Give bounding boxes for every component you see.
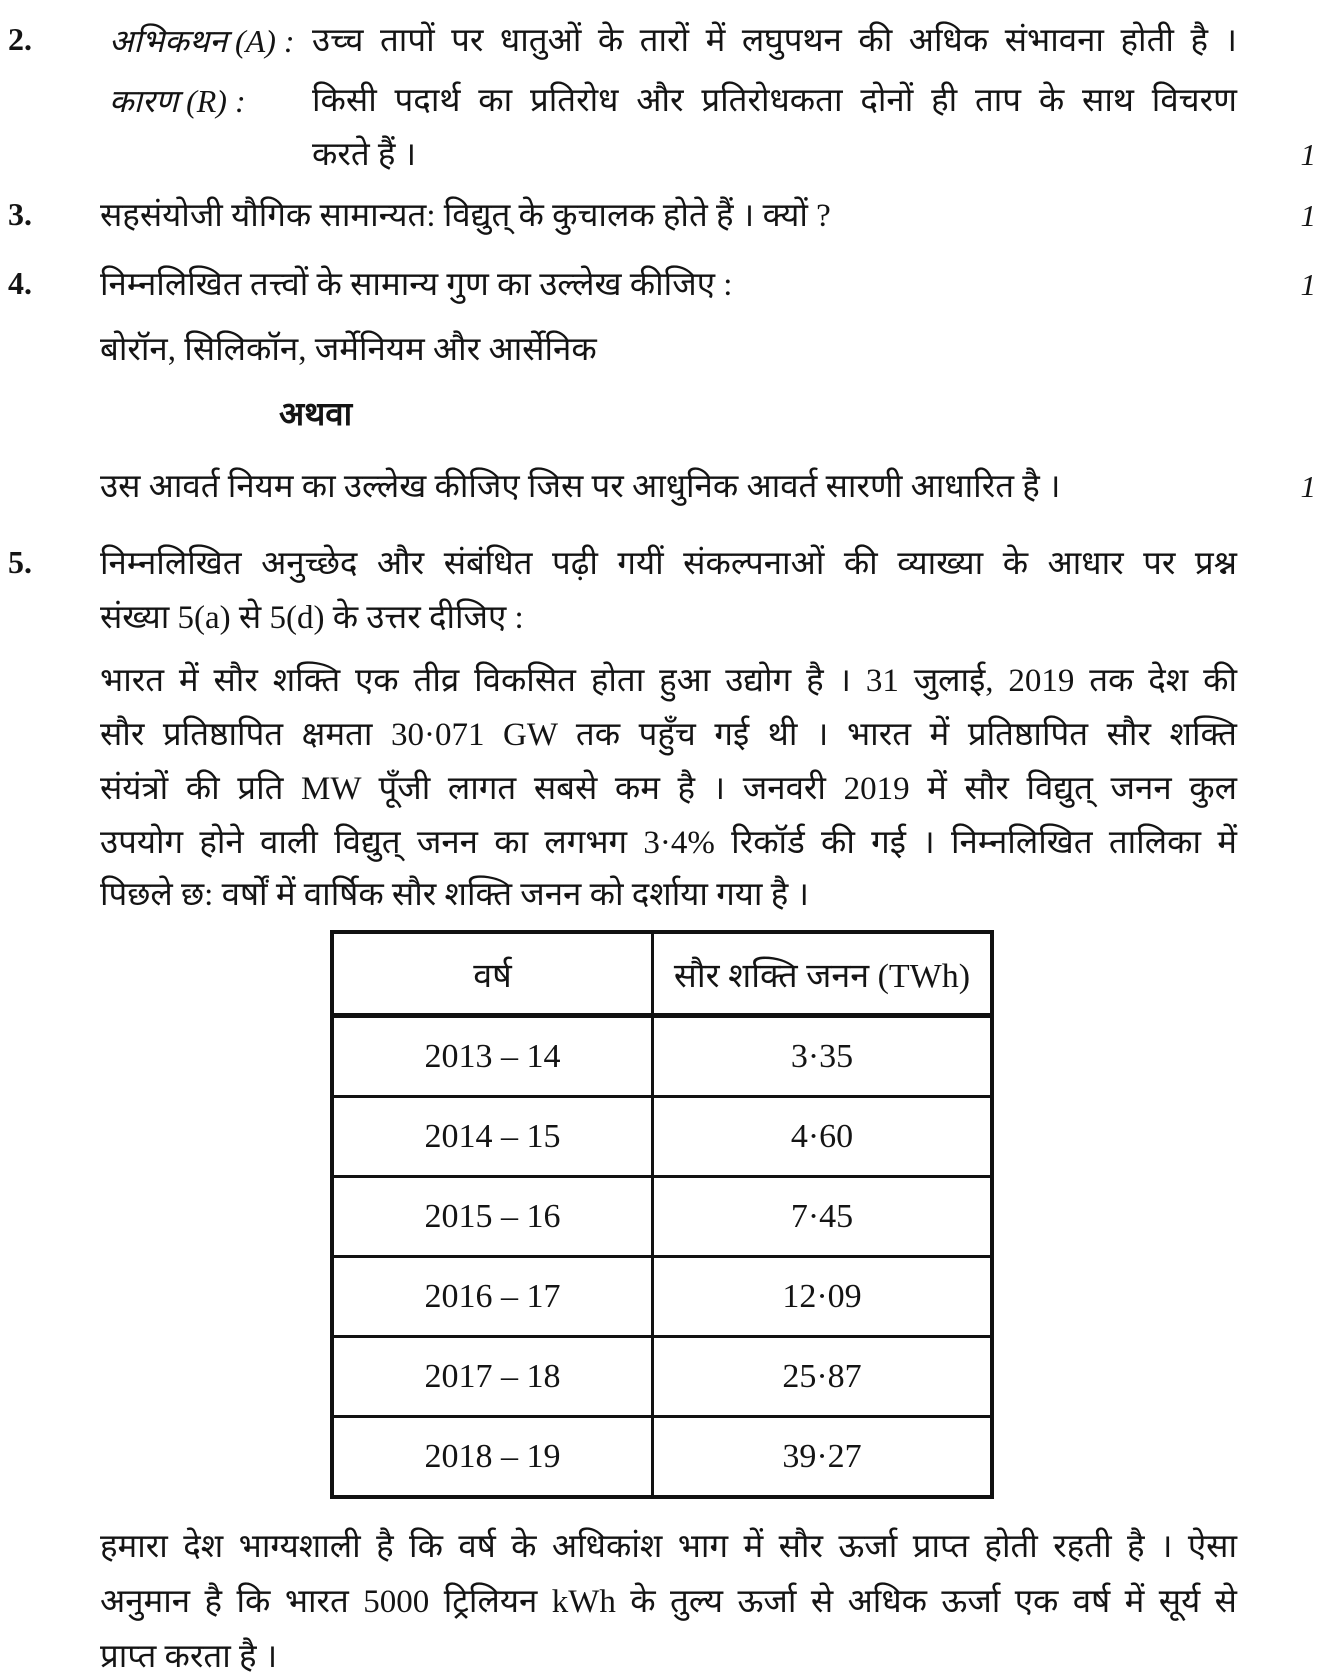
table-row (332, 1177, 992, 1257)
question-5-intro-line1: निम्नलिखित अनुच्छेद और संबंधित पढ़ी गयीं संकल्पनाओं की व्याख्या के आधार पर प्रश्न (100, 546, 1237, 582)
table-cell-value: 12·09 (653, 1257, 993, 1337)
table-header-year: वर्ष (332, 932, 653, 1016)
question-3-marks: 1 (1300, 198, 1316, 233)
passage-paragraph2-line2: अनुमान है कि भारत 5000 ट्रिलियन kWh के तुल्य ऊर्जा से अधिक ऊर्जा एक वर्ष में सूर्य से (100, 1584, 1237, 1620)
solar-generation-table (330, 930, 994, 1499)
table-cell-value: 4·60 (653, 1097, 993, 1177)
question-3-number: 3. (8, 196, 32, 232)
question-5-intro-line2: संख्या 5(a) से 5(d) के उत्तर दीजिए : (100, 600, 524, 636)
question-2-assertion-label: अभिकथन (A) : (109, 23, 295, 59)
table-cell-value: 7·45 (653, 1177, 993, 1257)
passage-paragraph2-line1: हमारा देश भाग्यशाली है कि वर्ष के अधिकांश भाग में सौर ऊर्जा प्राप्त होती रहती है । ऐसा (100, 1529, 1237, 1565)
question-4-alternative-text: उस आवर्त नियम का उल्लेख कीजिए जिस पर आधुनिक आवर्त सारणी आधारित है । (100, 469, 1061, 505)
question-2-number: 2. (8, 21, 32, 57)
table-cell-year: 2018 – 19 (332, 1417, 653, 1498)
question-2-reason-text-line1: किसी पदार्थ का प्रतिरोध और प्रतिरोधकता दोनों ही ताप के साथ विचरण (312, 83, 1237, 119)
question-2-reason-text-line2: करते हैं । (312, 137, 417, 173)
table-cell-value: 39·27 (653, 1417, 993, 1498)
table-cell-value: 3·35 (653, 1016, 993, 1097)
table-row (332, 1257, 992, 1337)
passage-paragraph2-line3: प्राप्त करता है । (100, 1639, 278, 1675)
passage-paragraph1-line2: सौर प्रतिष्ठापित क्षमता 30·071 GW तक पहुँच गई थी । भारत में प्रतिष्ठापित सौर शक्ति (100, 717, 1237, 753)
passage-paragraph1-line5: पिछले छ: वर्षों में वार्षिक सौर शक्ति जनन को दर्शाया गया है । (100, 877, 809, 913)
question-4-marks: 1 (1300, 267, 1316, 302)
passage-paragraph1-line4: उपयोग होने वाली विद्युत् जनन का लगभग 3·4% रिकॉर्ड की गई । निम्नलिखित तालिका में (100, 825, 1237, 861)
question-5-number: 5. (8, 544, 32, 580)
table-header-row (332, 932, 992, 1016)
table-cell-year: 2015 – 16 (332, 1177, 653, 1257)
table-header-generation: सौर शक्ति जनन (TWh) (653, 932, 993, 1016)
table-row (332, 1097, 992, 1177)
question-4-alternative-marks: 1 (1300, 469, 1316, 504)
table-cell-year: 2013 – 14 (332, 1016, 653, 1097)
table-row (332, 1337, 992, 1417)
question-4-number: 4. (8, 265, 32, 301)
table-cell-year: 2016 – 17 (332, 1257, 653, 1337)
question-2-marks: 1 (1300, 137, 1316, 172)
table-cell-year: 2014 – 15 (332, 1097, 653, 1177)
question-2-reason-label: कारण (R) : (109, 83, 246, 119)
table-cell-year: 2017 – 18 (332, 1337, 653, 1417)
table-row (332, 1417, 992, 1498)
passage-paragraph1-line3: संयंत्रों की प्रति MW पूँजी लागत सबसे कम है । जनवरी 2019 में सौर विद्युत् जनन कुल (100, 771, 1237, 807)
question-2-assertion-text: उच्च तापों पर धातुओं के तारों में लघुपथन की अधिक संभावना होती है । (312, 23, 1237, 59)
question-4-or-label: अथवा (279, 397, 353, 433)
question-4-text-line2: बोरॉन, सिलिकॉन, जर्मेनियम और आर्सेनिक (100, 332, 597, 368)
table-row (332, 1016, 992, 1097)
passage-paragraph1-line1: भारत में सौर शक्ति एक तीव्र विकसित होता हुआ उद्योग है । 31 जुलाई, 2019 तक देश की (100, 663, 1237, 699)
table-cell-value: 25·87 (653, 1337, 993, 1417)
question-3-text: सहसंयोजी यौगिक सामान्यत: विद्युत् के कुचालक होते हैं । क्यों ? (100, 198, 831, 234)
question-4-text-line1: निम्नलिखित तत्त्वों के सामान्य गुण का उल्लेख कीजिए : (100, 267, 733, 303)
